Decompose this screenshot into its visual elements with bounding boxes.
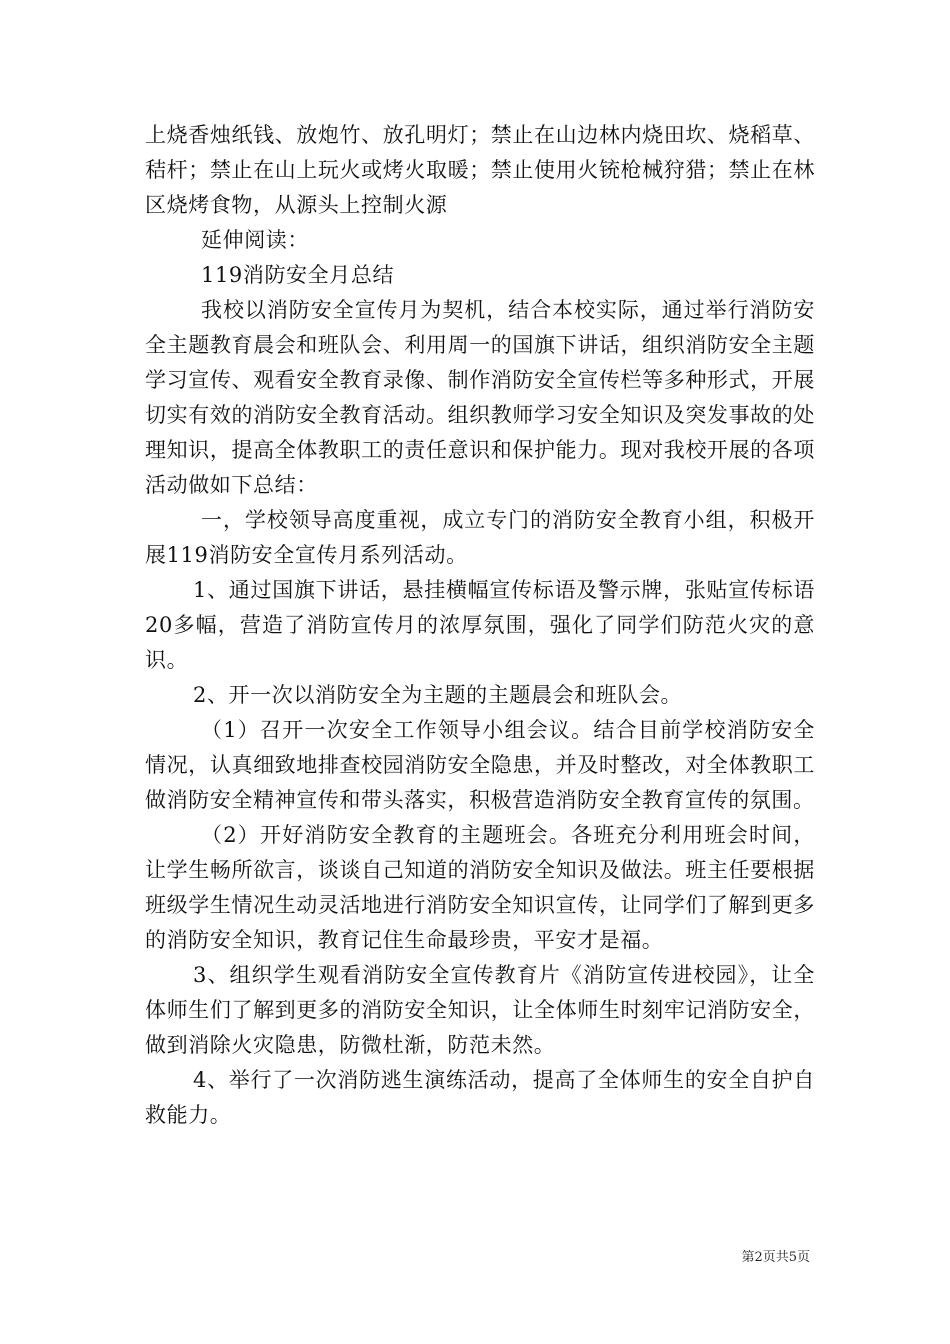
page-number-footer: 第2页共5页 bbox=[741, 1250, 810, 1265]
paragraph-sub-2: （2）开好消防安全教育的主题班会。各班充分利用班会时间，让学生畅所欲言，谈谈自己知道的消防安全知识及做法。班主任要根据班级学生情况生动灵活地进行消防安全知识宣传，让同学们了解到更多的消防安全知识，教育记住生命最珍贵，平安才是福。 bbox=[145, 823, 815, 952]
paragraph-item-1: 一，学校领导高度重视，成立专门的消防安全教育小组，积极开展119消防安全宣传月系列活动。 bbox=[145, 508, 815, 567]
paragraph-item-1-1: 1、通过国旗下讲话，悬挂横幅宣传标语及警示牌，张贴宣传标语20多幅，营造了消防宣传月的浓厚氛围，强化了同学们防范火灾的意识。 bbox=[145, 578, 815, 672]
paragraph-item-1-2: 2、开一次以消防安全为主题的主题晨会和班队会。 bbox=[193, 683, 683, 707]
paragraph-1: 上烧香烛纸钱、放炮竹、放孔明灯；禁止在山边林内烧田坎、烧稻草、秸杆；禁止在山上玩火或烤火取暖；禁止使用火铳枪械狩猎；禁止在林区烧烤食物，从源头上控制火源 bbox=[145, 123, 815, 217]
paragraph-sub-1: （1）召开一次安全工作领导小组会议。结合目前学校消防安全情况，认真细致地排查校园消防安全隐患，并及时整改，对全体教职工做消防安全精神宣传和带头落实，积极营造消防安全教育宣传的氛围。 bbox=[145, 718, 815, 812]
paragraph-extended-reading: 延伸阅读： bbox=[201, 228, 309, 252]
paragraph-item-1-4: 4、举行了一次消防逃生演练活动，提高了全体师生的安全自护自救能力。 bbox=[145, 1068, 815, 1127]
document-body bbox=[145, 118, 815, 1133]
paragraph-section-title: 119消防安全月总结 bbox=[201, 263, 395, 287]
paragraph-intro: 我校以消防安全宣传月为契机，结合本校实际，通过举行消防安全主题教育晨会和班队会、利用周一的国旗下讲话，组织消防安全主题学习宣传、观看安全教育录像、制作消防安全宣传栏等多种形式，开展切实有效的消防安全教育活动。组织教师学习安全知识及突发事故的处理知识，提高全体教职工的责任意识和保护能力。现对我校开展的各项活动做如下总结： bbox=[145, 298, 815, 497]
paragraph-item-1-3: 3、组织学生观看消防安全宣传教育片《消防宣传进校园》，让全体师生们了解到更多的消防安全知识，让全体师生时刻牢记消防安全，做到消除火灾隐患，防微杜渐，防范未然。 bbox=[145, 963, 815, 1057]
